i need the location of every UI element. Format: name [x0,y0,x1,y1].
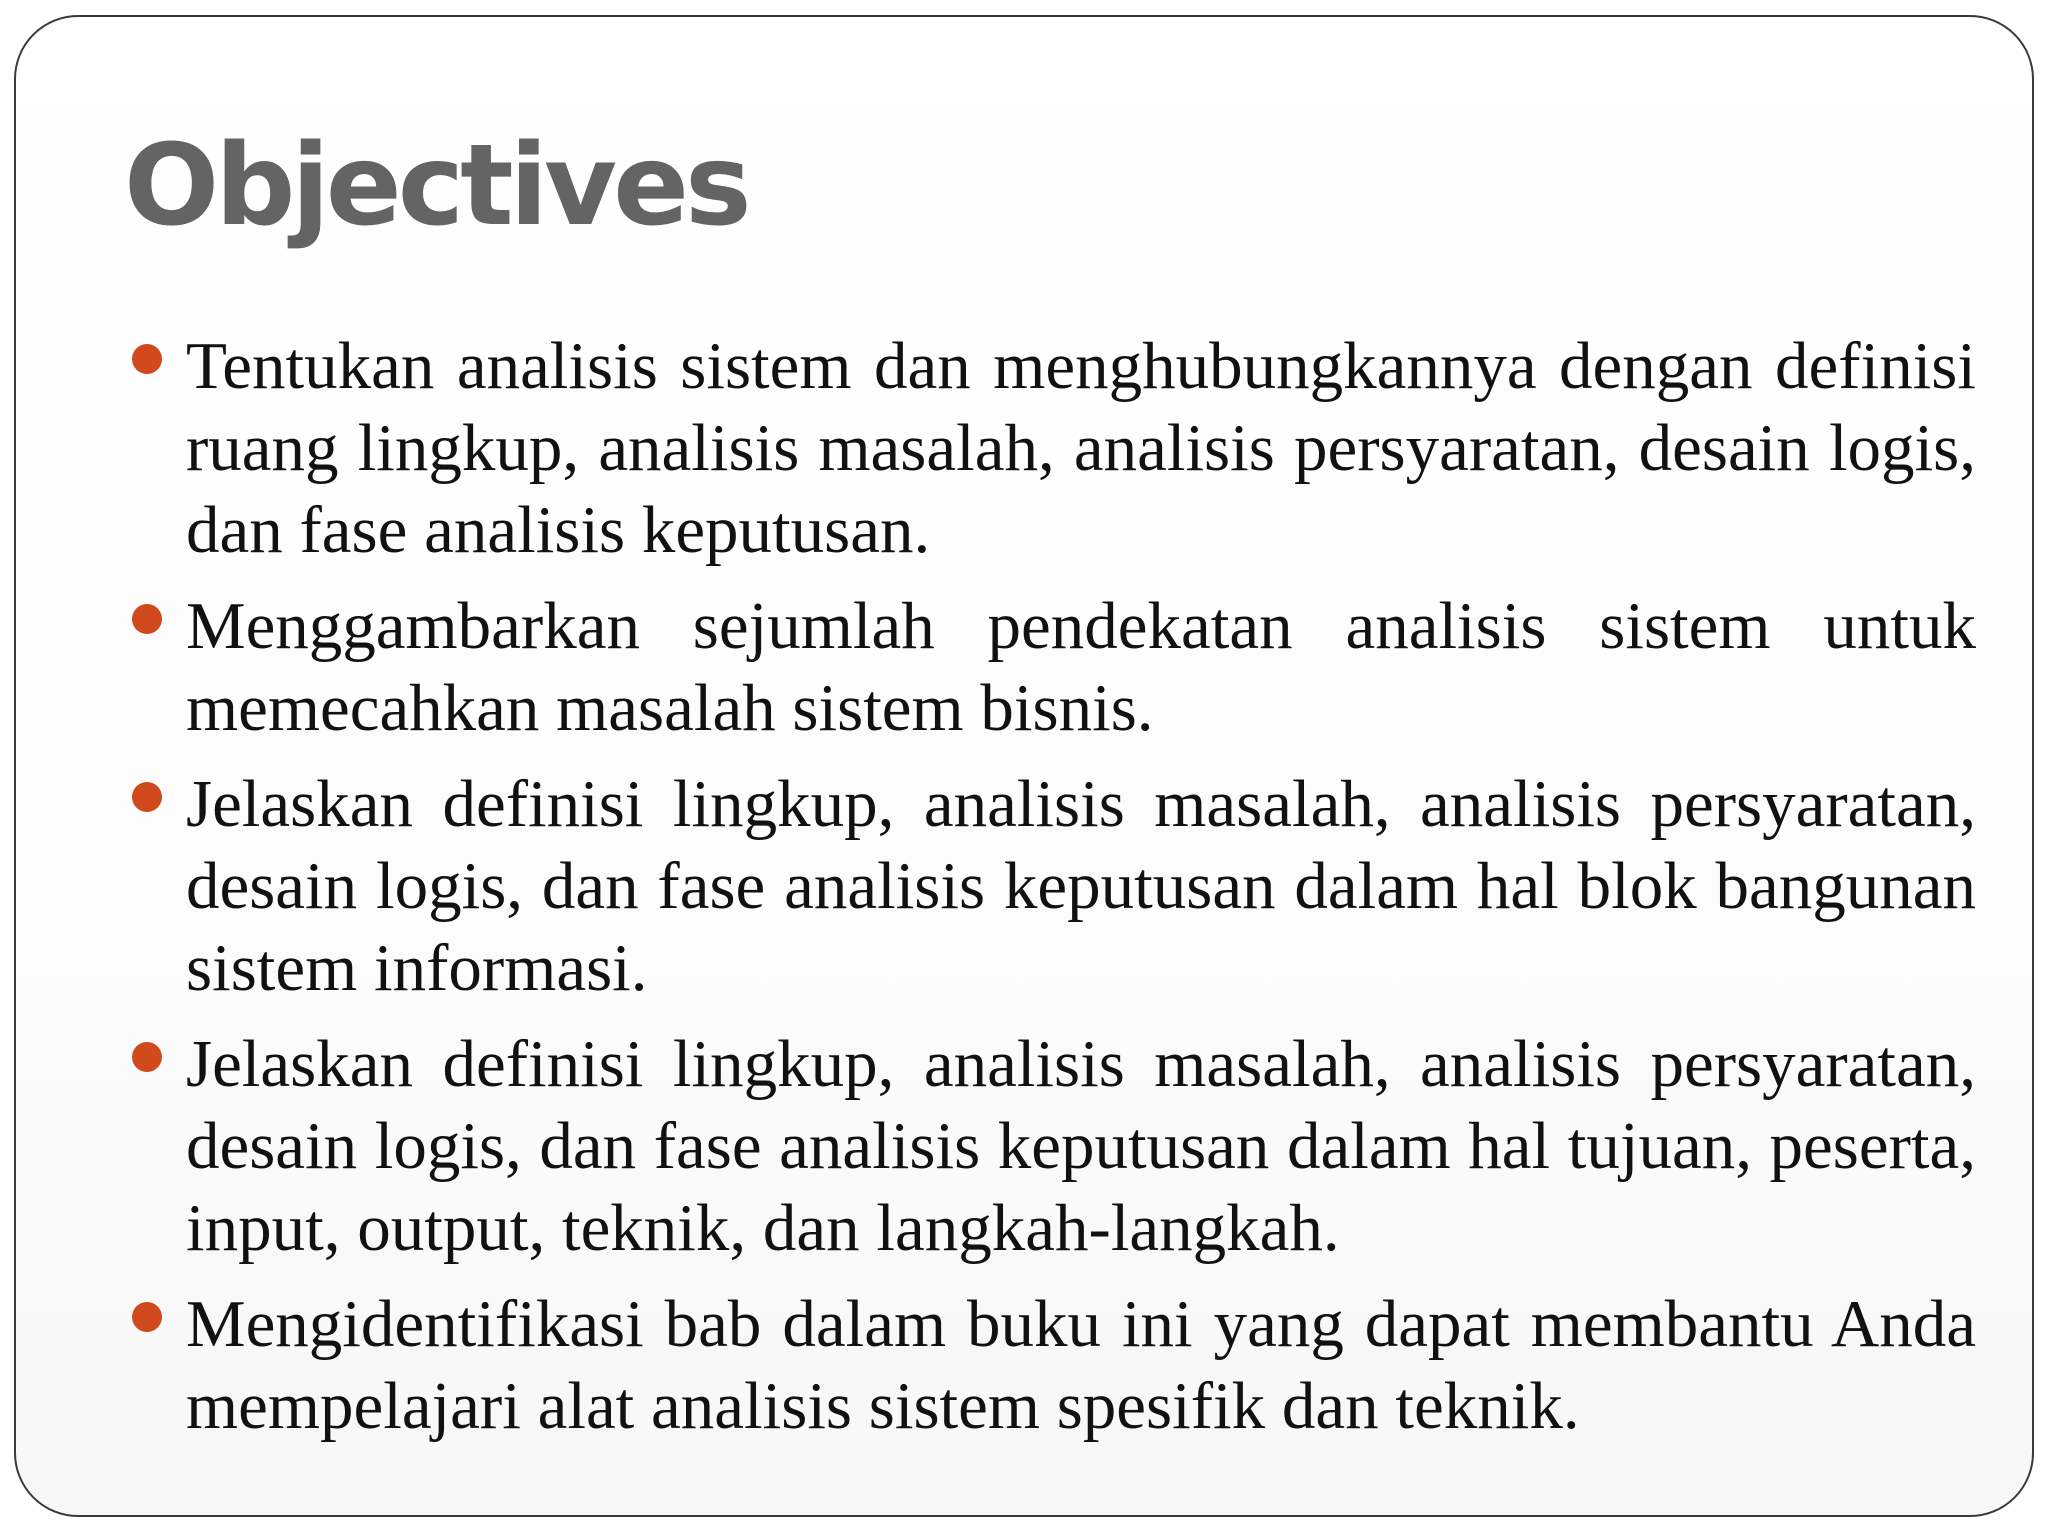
bullet-dot-icon [132,604,162,634]
bullet-text: Tentukan analisis sistem dan menghubungkannya dengan definisi ruang lingkup, analisis masalah, analisis persyaratan, desain logis, dan fase analisis keputusan. [186,329,1976,567]
bullet-dot-icon [132,1042,162,1072]
bullet-item [124,325,1976,571]
bullet-item [124,1283,1976,1447]
bullet-dot-icon [132,1302,162,1332]
bullet-dot-icon [132,344,162,374]
bullet-item [124,585,1976,749]
bullet-dot-icon [132,782,162,812]
bullet-list [124,325,1976,1461]
bullet-text: Mengidentifikasi bab dalam buku ini yang dapat membantu Anda mempelajari alat analisis sistem spesifik dan teknik. [186,1287,1976,1443]
bullet-text: Jelaskan definisi lingkup, analisis masalah, analisis persyaratan, desain logis, dan fase analisis keputusan dalam hal blok bangunan sistem informasi. [186,767,1976,1005]
bullet-item [124,763,1976,1009]
bullet-text: Jelaskan definisi lingkup, analisis masalah, analisis persyaratan, desain logis, dan fase analisis keputusan dalam hal tujuan, peserta, input, output, teknik, dan langkah-langkah. [186,1027,1976,1265]
slide-title: Objectives [124,121,748,251]
bullet-text: Menggambarkan sejumlah pendekatan analisis sistem untuk memecahkan masalah sistem bisnis. [186,589,1976,745]
bullet-item [124,1023,1976,1269]
